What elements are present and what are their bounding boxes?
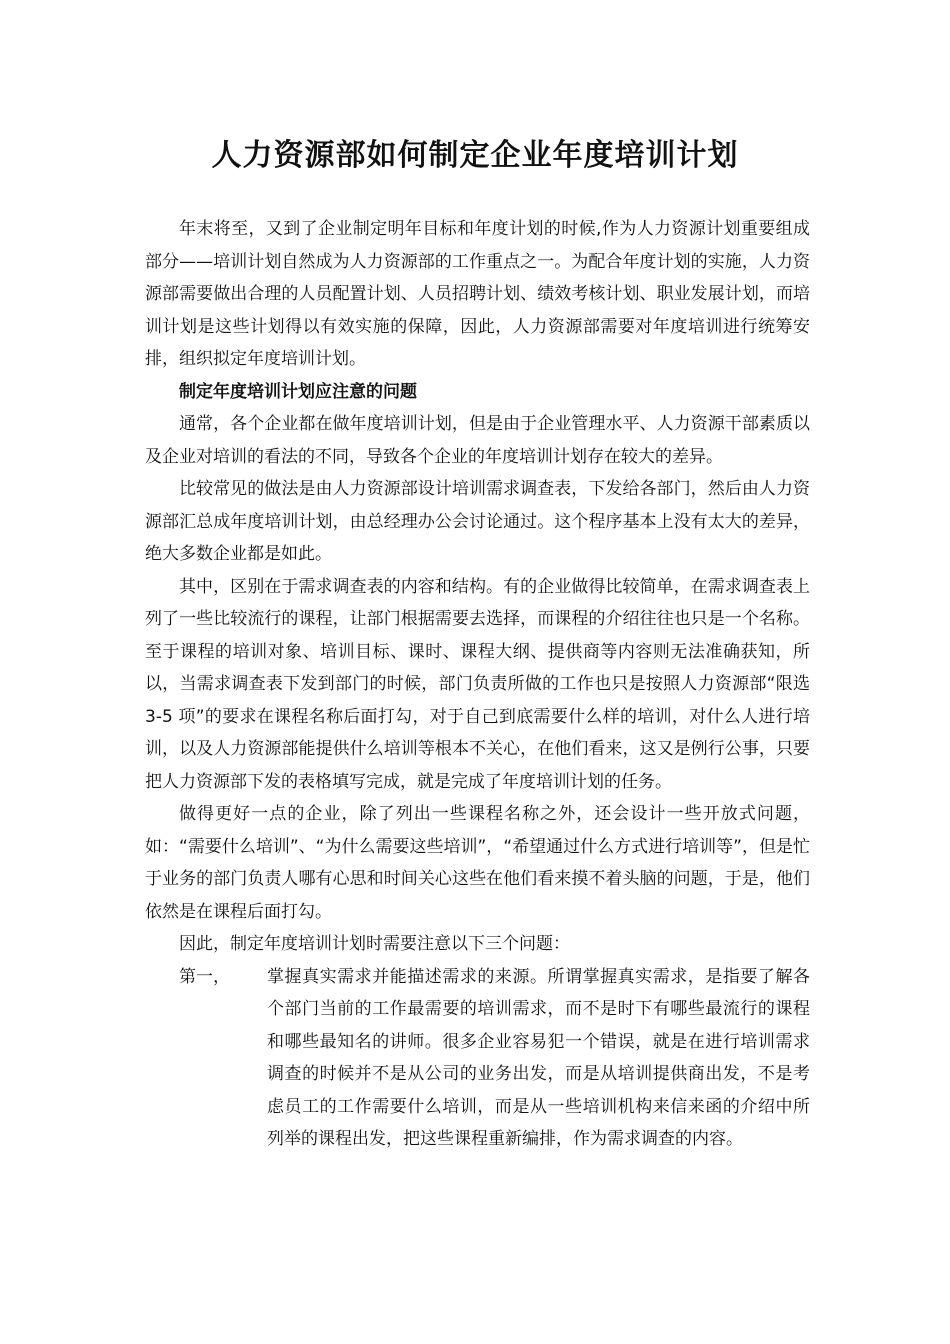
body-paragraph: 因此，制定年度培训计划时需要注意以下三个问题： xyxy=(179,934,570,954)
body-paragraph: 做得更好一点的企业，除了列出一些课程名称之外，还会设计一些开放式问题，如：“需要什么培训”、“为什么需要这些培训”，“希望通过什么方式进行培训等”，但是忙于业务的部门负责人哪有心思和时间关心这些在他们看来摸不着头脑的问题，于是，他们依然是在课程后面打勾。 xyxy=(145,804,810,922)
list-item-marker: 第一， xyxy=(179,966,230,987)
body-paragraph: 通常，各个企业都在做年度培训计划，但是由于企业管理水平、人力资源干部素质以及企业对培训的看法的不同，导致各个企业的年度培训计划存在较大的差异。 xyxy=(145,414,810,467)
document-title: 人力资源部如何制定企业年度培训计划 xyxy=(211,138,739,173)
body-paragraph: 比较常见的做法是由人力资源部设计培训需求调查表，下发给各部门，然后由人力资源部汇总成年度培训计划，由总经理办公会讨论通过。这个程序基本上没有太大的差异，绝大多数企业都是如此。 xyxy=(145,479,810,564)
section-heading: 制定年度培训计划应注意的问题 xyxy=(179,381,417,402)
body-paragraph: 其中，区别在于需求调查表的内容和结构。有的企业做得比较简单，在需求调查表上列了一些比较流行的课程，让部门根据需要去选择，而课程的介绍往往也只是一个名称。至于课程的培训对象、培训目标、课时、课程大纲、提供商等内容则无法准确获知，所以，当需求调查表下发到部门的时候，部门负责所做的工作也只是按照人力资源部“限选 3-5 项”的要求在课程名称后面打勾，对于自己到底需要什么样的培训，对什么人进行培训，以及人力资源部能提供什么培训等根本不关心，在他们看来，这又是例行公事，只要把人力资源部下发的表格填写完成，就是完成了年度培训计划的任务。 xyxy=(145,576,810,792)
intro-paragraph: 年末将至，又到了企业制定明年目标和年度计划的时候,作为人力资源计划重要组成部分——培训计划自然成为人力资源部的工作重点之一。为配合年度计划的实施，人力资源部需要做出合理的人员配置计划、人员招聘计划、绩效考核计划、职业发展计划，而培训计划是这些计划得以有效实施的保障，因此，人力资源部需要对年度培训进行统筹安排，组织拟定年度培训计划。 xyxy=(145,219,810,369)
document-body xyxy=(145,213,810,1156)
list-item xyxy=(145,961,810,1156)
list-item-text: 掌握真实需求并能描述需求的来源。所谓掌握真实需求，是指要了解各个部门当前的工作最需要的培训需求，而不是时下有哪些最流行的课程和哪些最知名的讲师。很多企业容易犯一个错误，就是在进行培训需求调查的时候并不是从公司的业务出发，而是从培训提供商出发，不是考虑员工的工作需要什么培训，而是从一些培训机构来信来函的介绍中所列举的课程出发，把这些课程重新编排，作为需求调查的内容。 xyxy=(267,966,810,1149)
